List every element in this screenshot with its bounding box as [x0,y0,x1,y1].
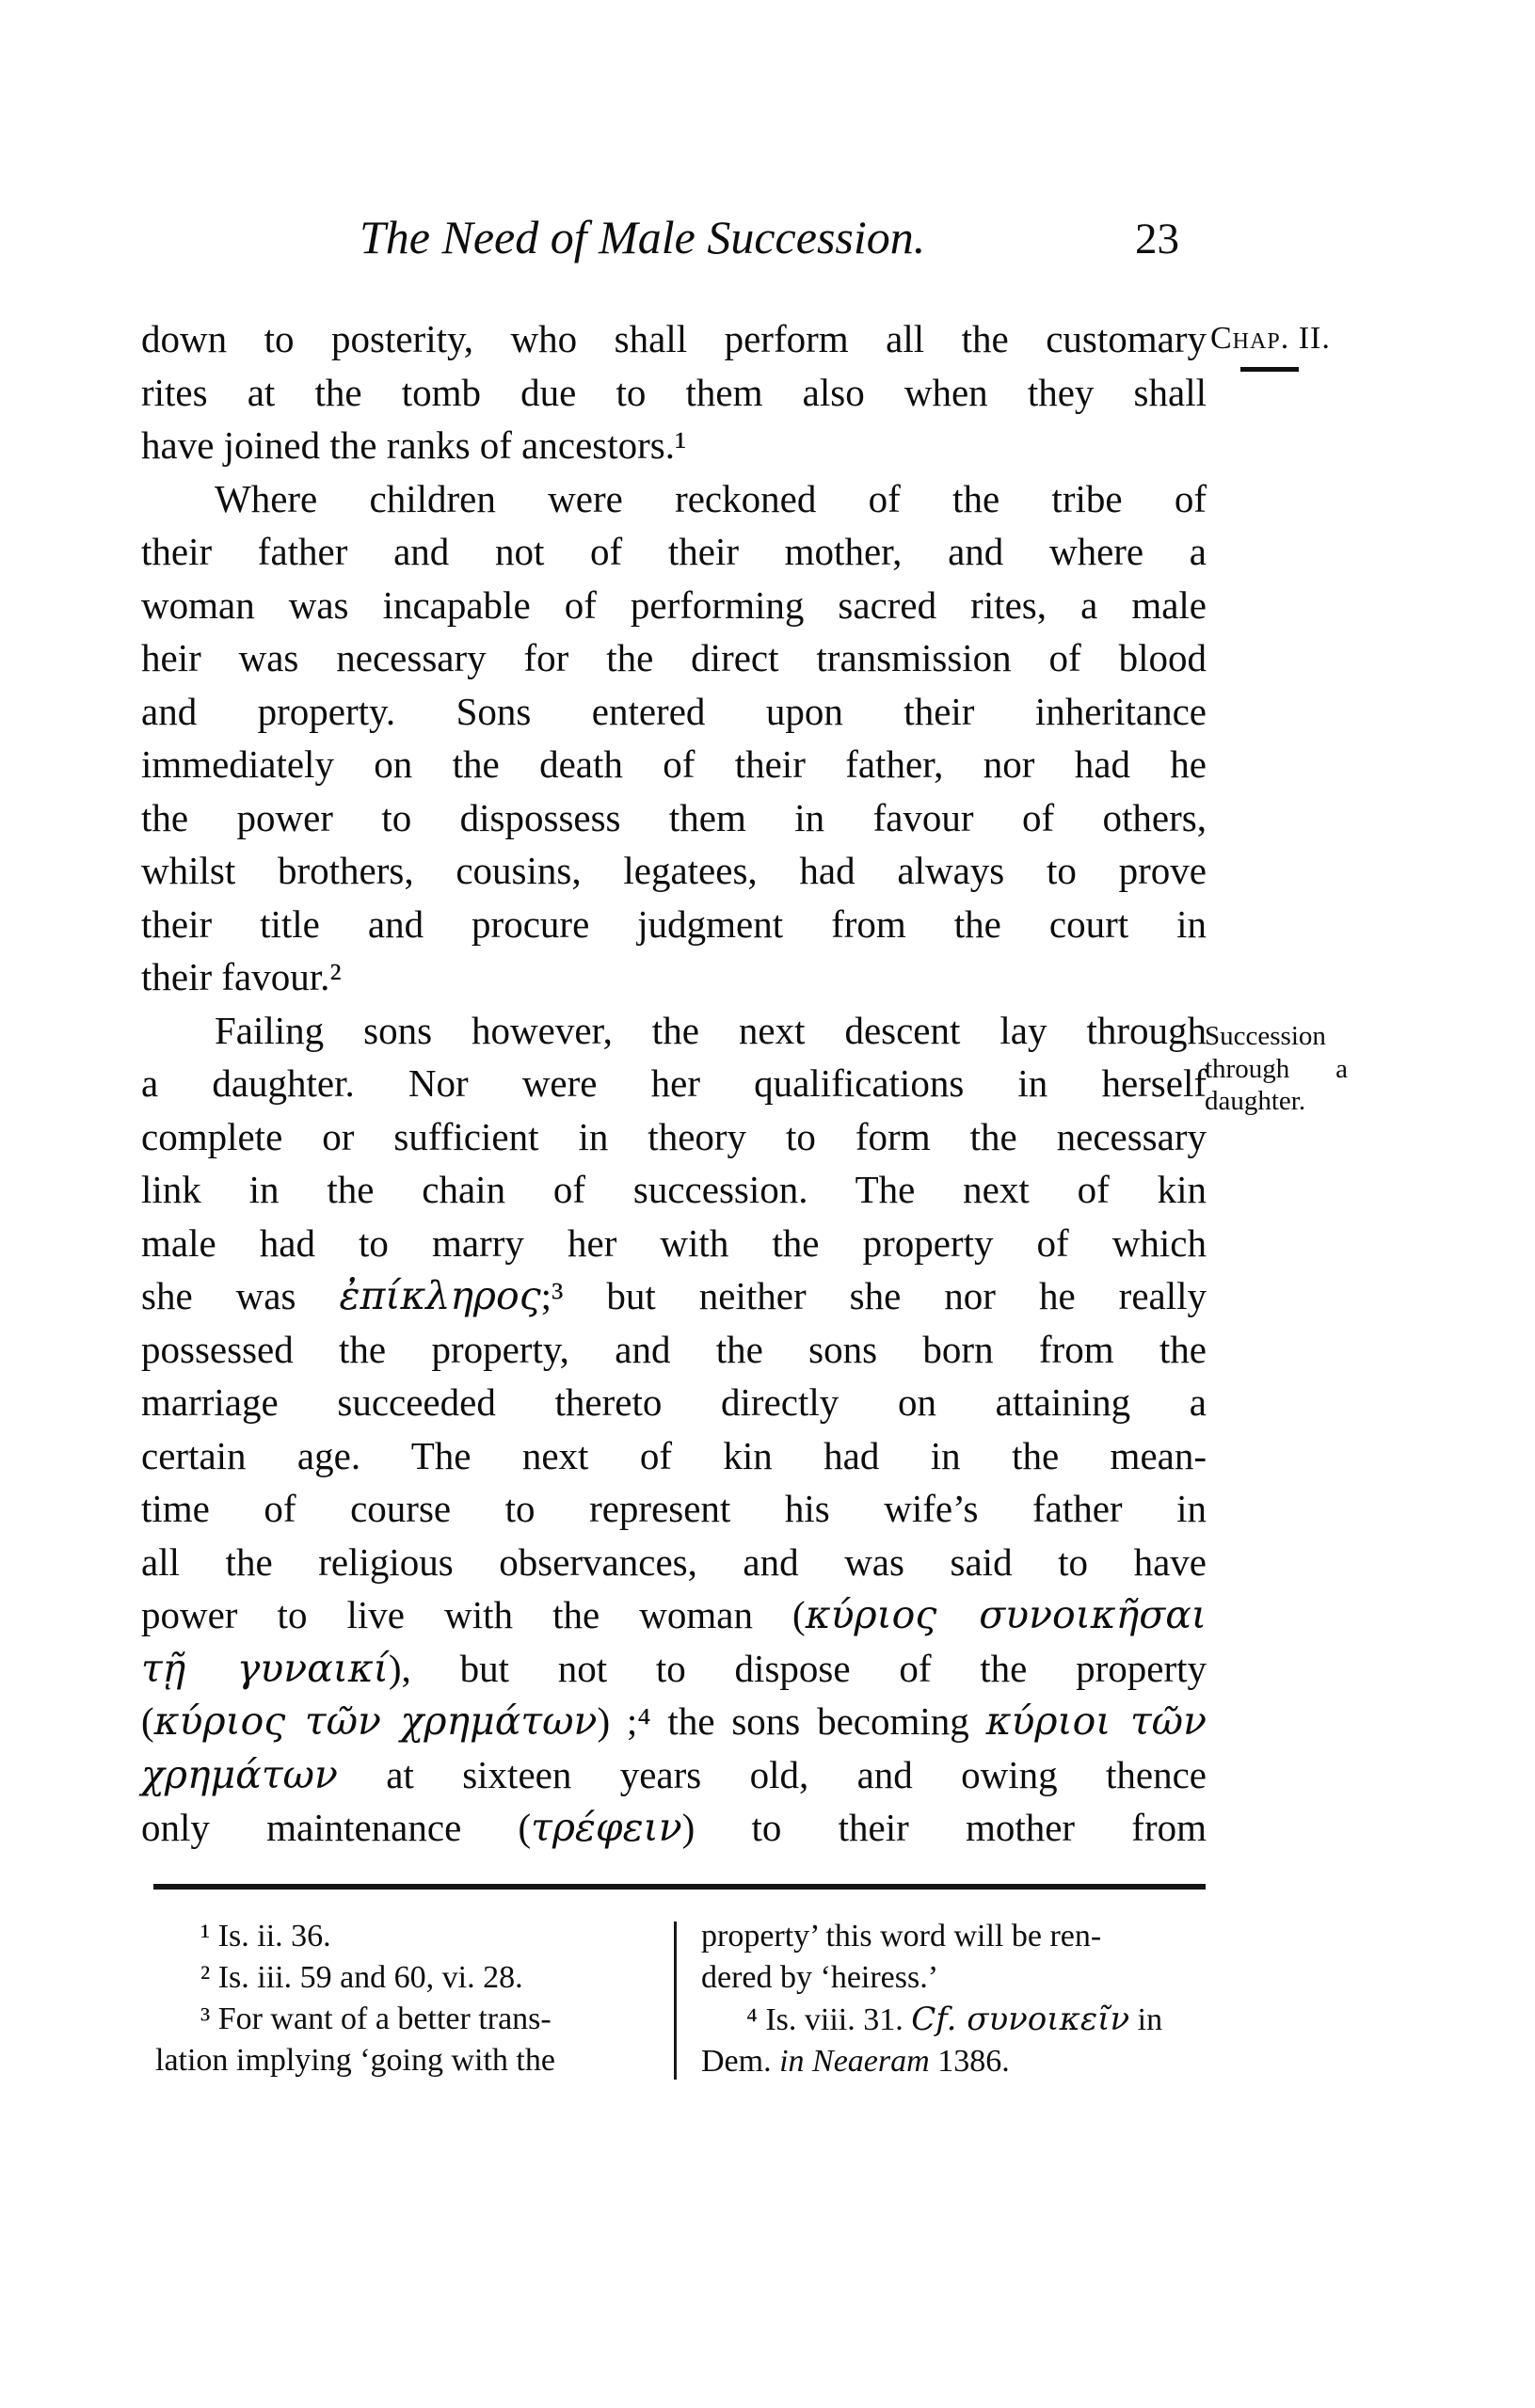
margin-note-line: Succession [1205,1021,1326,1051]
footnote-line: lation implying ‘going with the [155,2043,555,2078]
margin-note-line: daughter. [1205,1086,1306,1116]
text-line: complete or sufficient in theory to form the necessary [141,1114,1207,1158]
text-line: Where children were reckoned of the tribe of [215,476,1207,520]
margin-note-line: through a [1205,1053,1348,1084]
text-line: χρημάτων at sixteen years old, and owing thence [141,1751,1207,1797]
footnote-column-divider [674,1922,677,2080]
chapter-note-rule [1240,367,1299,372]
page-number: 23 [1135,215,1179,263]
text-line: possessed the property, and the sons born from the [141,1327,1207,1371]
text-line: Failing sons however, the next descent lay through [215,1008,1207,1052]
footnote-line: dered by ‘heiress.’ [701,1960,939,1995]
text-line: power to live with the woman (κύριος συνοικῆσαι [141,1592,1207,1637]
text-line: and property. Sons entered upon their inheritance [141,689,1207,733]
footnote-line: Dem. in Neaeram 1386. [701,2044,1010,2079]
text-line: the power to dispossess them in favour of others, [141,795,1207,839]
text-line: their father and not of their mother, and where a [141,530,1207,573]
text-line: only maintenance (τρέφειν) to their mother from [141,1805,1207,1850]
text-line: certain age. The next of kin had in the mean- [141,1433,1207,1477]
text-line: their favour.² [141,955,342,998]
text-line: a daughter. Nor were her qualifications in herself [141,1061,1207,1105]
page-title: The Need of Male Succession. [360,211,926,263]
footnote-line: ⁴ Is. viii. 31. Cf. συνοικεῖν in [746,2001,1163,2038]
text-line: marriage succeeded thereto directly on attaining a [141,1380,1207,1424]
footnotes-left-column [155,1916,664,2081]
footnote-line: ² Is. iii. 59 and 60, vi. 28. [200,1960,523,1995]
footnote-line: ³ For want of a better trans- [200,2001,552,2036]
text-line: τῇ γυναικί), but not to dispose of the property [141,1645,1207,1691]
text-line: (κύριος τῶν χρημάτων) ;⁴ the sons becoming κύριοι τῶν [141,1698,1207,1744]
text-line: heir was necessary for the direct transmission of blood [141,636,1207,679]
text-line: she was ἐπίκληρος;³ but neither she nor he really [141,1273,1207,1318]
text-line: woman was incapable of performing sacred rites, a male [141,582,1207,627]
text-line: their title and procure judgment from the court in [141,901,1207,946]
text-line: all the religious observances, and was said to have [141,1539,1207,1584]
chapter-margin-note: Chap. II. [1210,321,1331,356]
footnote-rule [153,1884,1206,1890]
succession-margin-note [1205,1020,1348,1118]
text-line: link in the chain of succession. The next of kin [141,1168,1207,1211]
text-line: time of course to represent his wife’s father in [141,1487,1207,1530]
footnotes-right-column [701,1916,1214,2082]
body-text [141,312,1207,1855]
text-line: down to posterity, who shall perform all the customary [141,317,1207,360]
text-line: have joined the ranks of ancestors.¹ [141,423,687,467]
text-line: male had to marry her with the property of which [141,1220,1207,1265]
footnote-line: property’ this word will be ren- [701,1919,1102,1954]
footnote-line: ¹ Is. ii. 36. [200,1919,331,1954]
text-line: rites at the tomb due to them also when they shall [141,370,1207,414]
text-line: whilst brothers, cousins, legatees, had always to prove [141,849,1207,892]
text-line: immediately on the death of their father, nor had he [141,742,1207,786]
